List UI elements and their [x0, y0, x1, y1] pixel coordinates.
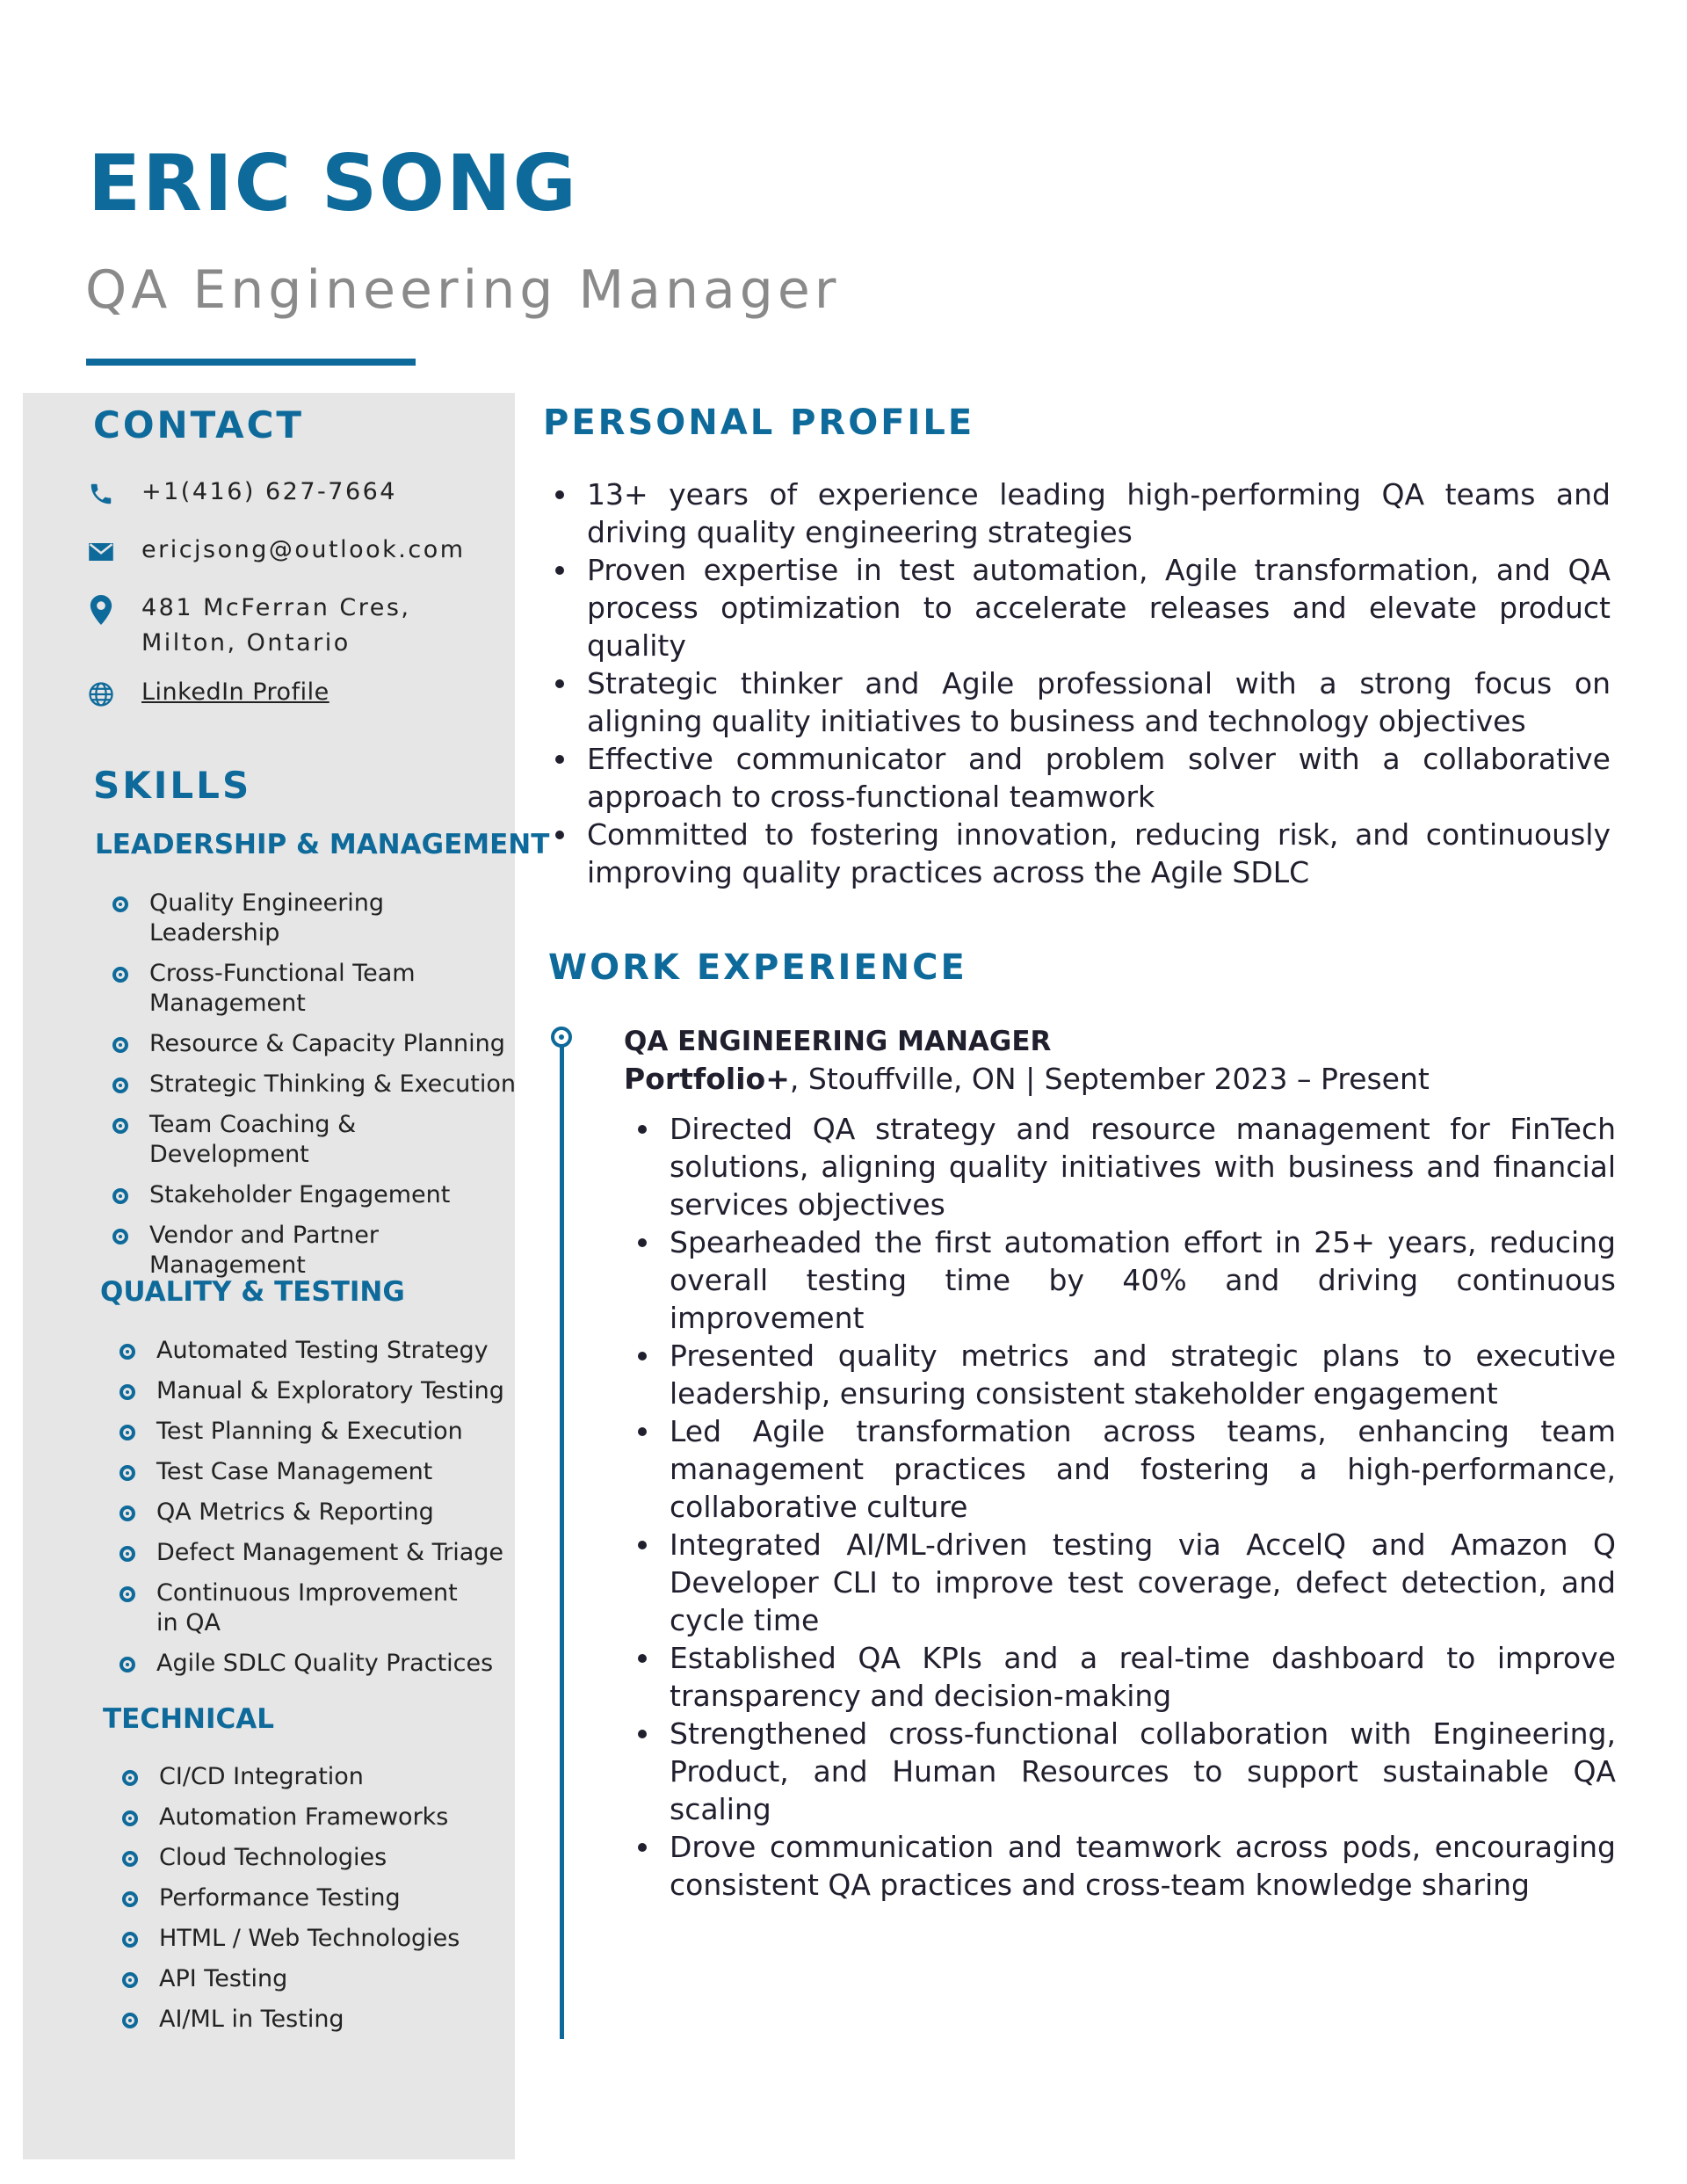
contact-email: [85, 533, 493, 568]
target-bullet-icon: [119, 1586, 135, 1602]
skill-list-leadership: [112, 889, 517, 1291]
target-bullet-icon: [119, 1344, 135, 1360]
skill-item: Vendor and Partner Management: [112, 1221, 517, 1281]
contact-phone: [85, 475, 493, 510]
skill-item: HTML / Web Technologies: [122, 1924, 526, 1954]
skill-item: API Testing: [122, 1964, 526, 1994]
target-bullet-icon: [122, 1972, 138, 1988]
skill-group-title: LEADERSHIP & MANAGEMENT: [95, 829, 550, 860]
skill-item: Strategic Thinking & Execution: [112, 1070, 517, 1099]
profile-bullet: Proven expertise in test automation, Agile transformation, and QA process optimization to accelerate releases and elevate product quality: [554, 551, 1611, 664]
target-bullet-icon: [122, 1891, 138, 1907]
skill-list-technical: [122, 1762, 526, 2045]
envelope-icon: [85, 536, 117, 568]
profile-bullet: Strategic thinker and Agile professional with a strong focus on aligning quality initiatives to business and technology objectives: [554, 664, 1611, 740]
address: 481 McFerran Cres, Milton, Ontario: [141, 594, 411, 657]
skill-item: Manual & Exploratory Testing: [119, 1376, 524, 1406]
job-bullet: Presented quality metrics and strategic plans to executive leadership, ensuring consistent stakeholder engagement: [636, 1337, 1616, 1412]
contact-heading: CONTACT: [93, 403, 305, 446]
candidate-title: QA Engineering Manager: [85, 259, 841, 321]
skill-list-quality: [119, 1336, 524, 1689]
job-bullets: [636, 1110, 1616, 1904]
target-bullet-icon: [119, 1546, 135, 1562]
skill-item: Agile SDLC Quality Practices: [119, 1649, 524, 1679]
timeline-line: [560, 1033, 564, 2039]
target-bullet-icon: [112, 1229, 128, 1244]
target-bullet-icon: [119, 1657, 135, 1672]
phone-icon: [85, 478, 117, 510]
location-pin-icon: [85, 594, 117, 626]
skill-item: QA Metrics & Reporting: [119, 1498, 524, 1527]
job-bullet: Directed QA strategy and resource management for FinTech solutions, aligning quality initiatives with business and financial services objectives: [636, 1110, 1616, 1223]
phone-number[interactable]: +1(416) 627-7664: [141, 478, 397, 505]
target-bullet-icon: [119, 1506, 135, 1521]
profile-bullet: Committed to fostering innovation, reducing risk, and continuously improving quality practices across the Agile SDLC: [554, 816, 1611, 891]
job-bullet: Strengthened cross-functional collaboration with Engineering, Product, and Human Resources to support sustainable QA scaling: [636, 1715, 1616, 1828]
linkedin-profile-link[interactable]: LinkedIn Profile: [141, 678, 329, 706]
company-name: Portfolio+: [624, 1062, 790, 1096]
target-bullet-icon: [112, 1188, 128, 1204]
profile-bullet: 13+ years of experience leading high-performing QA teams and driving quality engineering strategies: [554, 475, 1611, 551]
skill-group-title: TECHNICAL: [103, 1703, 274, 1735]
profile-bullet: Effective communicator and problem solver with a collaborative approach to cross-functional teamwork: [554, 740, 1611, 816]
job-bullet: Led Agile transformation across teams, enhancing team management practices and fostering a high-performance, collaborative culture: [636, 1412, 1616, 1526]
target-bullet-icon: [122, 1770, 138, 1786]
timeline-marker-icon: [551, 1027, 572, 1048]
target-bullet-icon: [112, 1077, 128, 1093]
skill-item: Automated Testing Strategy: [119, 1336, 524, 1366]
target-bullet-icon: [119, 1384, 135, 1400]
target-bullet-icon: [112, 1037, 128, 1053]
skill-item: Continuous Improvement in QA: [119, 1578, 524, 1638]
target-bullet-icon: [119, 1425, 135, 1440]
profile-heading: PERSONAL PROFILE: [543, 403, 975, 443]
skill-item: Cross-Functional Team Management: [112, 959, 517, 1019]
profile-bullets: [554, 475, 1611, 891]
skill-item: Test Planning & Execution: [119, 1417, 524, 1447]
target-bullet-icon: [122, 1932, 138, 1948]
target-bullet-icon: [122, 1851, 138, 1867]
globe-icon: [85, 678, 117, 710]
target-bullet-icon: [112, 896, 128, 912]
skill-item: Quality Engineering Leadership: [112, 889, 517, 948]
target-bullet-icon: [112, 1118, 128, 1134]
email-address[interactable]: ericjsong@outlook.com: [141, 536, 466, 563]
skill-item: Defect Management & Triage: [119, 1538, 524, 1568]
skill-group-title: QUALITY & TESTING: [100, 1276, 405, 1308]
skill-item: Stakeholder Engagement: [112, 1180, 517, 1210]
skill-item: Team Coaching & Development: [112, 1110, 517, 1170]
job-bullet: Established QA KPIs and a real-time dashboard to improve transparency and decision-making: [636, 1639, 1616, 1715]
title-divider: [86, 359, 416, 366]
job-bullet: Spearheaded the first automation effort in 25+ years, reducing overall testing time by 40% and driving continuous improvement: [636, 1223, 1616, 1337]
skill-item: CI/CD Integration: [122, 1762, 526, 1792]
job-bullet: Drove communication and teamwork across pods, encouraging consistent QA practices and cross-team knowledge sharing: [636, 1828, 1616, 1904]
job-title: QA ENGINEERING MANAGER: [624, 1026, 1052, 1057]
skill-item: AI/ML in Testing: [122, 2005, 526, 2035]
skill-item: Resource & Capacity Planning: [112, 1029, 517, 1059]
target-bullet-icon: [122, 1810, 138, 1826]
contact-linkedin: [85, 675, 493, 710]
contact-address: [85, 591, 493, 661]
candidate-name: ERIC SONG: [88, 138, 578, 229]
skill-item: Test Case Management: [119, 1457, 524, 1487]
job-location-dates: , Stouffville, ON | September 2023 – Present: [789, 1062, 1430, 1096]
skills-heading: SKILLS: [93, 764, 252, 807]
job-company-line: [624, 1063, 1430, 1095]
target-bullet-icon: [122, 2013, 138, 2028]
experience-heading: WORK EXPERIENCE: [548, 947, 967, 988]
skill-item: Automation Frameworks: [122, 1803, 526, 1832]
job-bullet: Integrated AI/ML-driven testing via AccelQ and Amazon Q Developer CLI to improve test coverage, defect detection, and cycle time: [636, 1526, 1616, 1639]
skill-item: Performance Testing: [122, 1883, 526, 1913]
target-bullet-icon: [119, 1465, 135, 1481]
target-bullet-icon: [112, 967, 128, 983]
skill-item: Cloud Technologies: [122, 1843, 526, 1873]
